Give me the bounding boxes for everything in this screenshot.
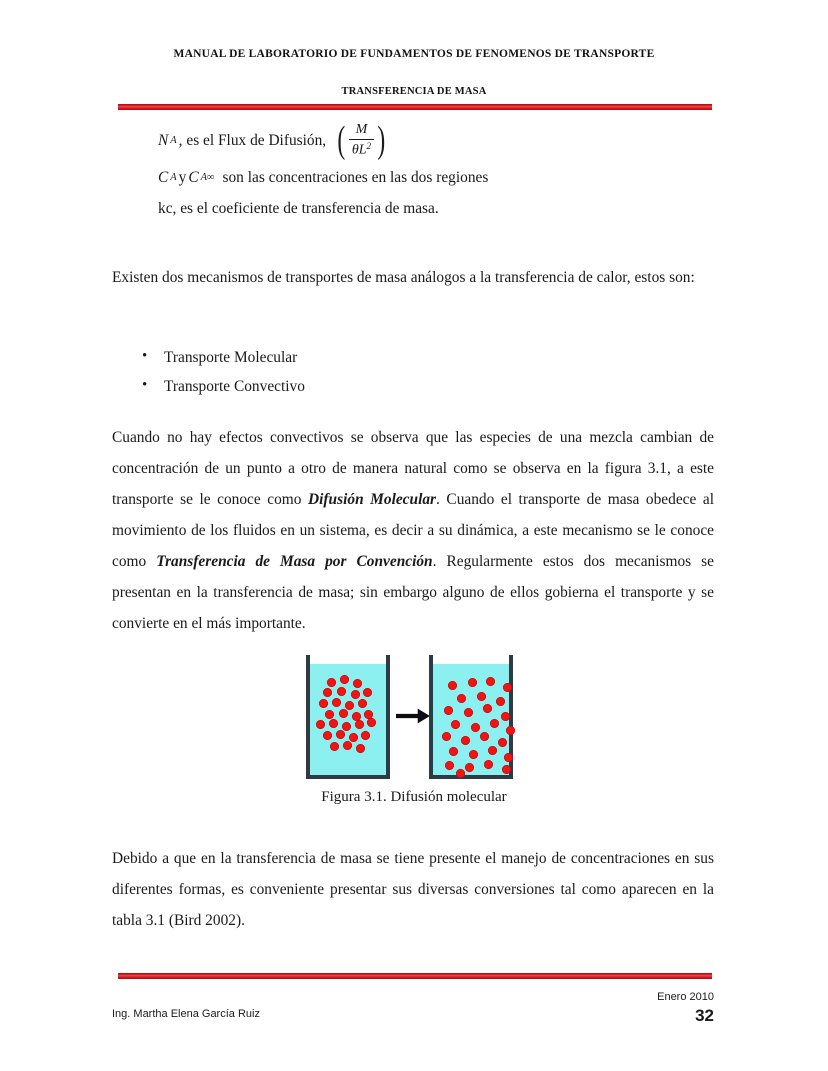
beaker-floor <box>306 775 390 779</box>
list-item: • Transporte Convectivo <box>112 372 714 401</box>
molecule-dot <box>351 690 360 699</box>
emphasis-difusion-molecular: Difusión Molecular <box>308 491 437 508</box>
molecule-dot <box>319 699 328 708</box>
molecule-dot <box>484 760 493 769</box>
molecule-dot <box>332 698 341 707</box>
closing-paragraph-block <box>112 843 714 936</box>
fraction <box>348 122 375 158</box>
beaker-after-diffusion <box>429 655 513 779</box>
molecule-dot <box>480 732 489 741</box>
definition-line-flux <box>158 118 718 162</box>
definition-line-concentrations <box>158 162 718 193</box>
molecule-dot <box>336 730 345 739</box>
molecule-dot <box>490 719 499 728</box>
molecule-dot <box>504 753 513 762</box>
figure-caption: Figura 3.1. Difusión molecular <box>321 789 507 805</box>
length-symbol: L <box>358 142 367 158</box>
molecule-dot <box>506 726 515 735</box>
molecule-dot <box>442 732 451 741</box>
intro-paragraph-block <box>112 262 714 293</box>
molecule-dot <box>457 694 466 703</box>
symbol-N: N <box>158 131 169 149</box>
theta-symbol: θ <box>351 142 359 158</box>
molecule-dot <box>503 683 512 692</box>
definition-concentrations-text: son las concentraciones en las dos regiones <box>222 169 489 186</box>
length-exponent: 2 <box>366 140 372 151</box>
molecule-dot <box>367 718 376 727</box>
molecule-dot <box>449 747 458 756</box>
molecule-dot <box>353 679 362 688</box>
beaker-left-wall <box>429 655 433 779</box>
molecule-dot <box>501 712 510 721</box>
molecule-dot <box>355 720 364 729</box>
molecule-dot <box>465 763 474 772</box>
molecule-dot <box>316 720 325 729</box>
molecule-dot <box>483 704 492 713</box>
molecule-dot <box>464 708 473 717</box>
beaker-floor <box>429 775 513 779</box>
molecule-dot <box>358 699 367 708</box>
molecule-dot <box>329 719 338 728</box>
molecule-dot <box>361 731 370 740</box>
molecule-dot <box>444 706 453 715</box>
right-paren: ) <box>377 119 386 161</box>
molecule-dot <box>486 677 495 686</box>
intro-paragraph: Existen dos mecanismos de transportes de masa análogos a la transferencia de calor, estos son: <box>112 269 695 286</box>
molecule-dot <box>330 742 339 751</box>
molecule-dot <box>340 675 349 684</box>
molecule-dot <box>456 769 465 778</box>
beaker-before-diffusion <box>306 655 390 779</box>
molecule-dot <box>469 750 478 759</box>
beaker-pair <box>299 655 529 783</box>
molecule-dot <box>451 720 460 729</box>
molecule-dot <box>325 710 334 719</box>
main-paragraph-part3: . Regularmente estos dos mecanismos se presentan en la transferencia de masa; sin embargo alguno de ellos gobierna el transporte y se convierte en el más importante. <box>112 553 714 632</box>
main-paragraph-block <box>112 422 714 639</box>
definition-kc-text: kc, es el coeficiente de transferencia de masa. <box>158 200 439 217</box>
molecule-dot <box>342 722 351 731</box>
footer-date: Enero 2010 <box>657 991 714 1003</box>
molecule-dot <box>323 731 332 740</box>
definition-flux-text: , es el Flux de Difusión, <box>178 131 327 149</box>
symbol-definitions <box>158 118 718 224</box>
list-item: • Transporte Molecular <box>112 343 714 372</box>
beaker-left-wall <box>306 655 310 779</box>
mechanisms-list <box>112 343 714 401</box>
molecule-dot <box>323 688 332 697</box>
symbol-CA: C <box>158 169 169 186</box>
molecule-dot <box>337 687 346 696</box>
conjunction-y: y <box>178 169 187 186</box>
symbol-CAinf-subscript: A∞ <box>200 172 215 183</box>
molecule-dot <box>471 723 480 732</box>
fraction-denominator <box>349 139 374 158</box>
molecule-dot <box>349 733 358 742</box>
molecule-dot <box>488 746 497 755</box>
beaker-right-wall <box>386 655 390 779</box>
definition-line-kc <box>158 193 718 224</box>
header-red-divider <box>118 104 712 110</box>
molecule-dot <box>343 741 352 750</box>
footer-author: Ing. Martha Elena García Ruiz <box>112 1008 260 1020</box>
main-paragraph-part2: . Cuando el transporte de masa obedece al movimiento de los fluidos en un sistema, es decir a su dinámica, a este mecanismo se le conoce como <box>112 491 714 570</box>
molecule-dot <box>345 701 354 710</box>
molecule-dot <box>445 761 454 770</box>
diffusion-arrow-icon <box>396 707 430 725</box>
figure-diffusion <box>0 655 828 835</box>
fraction-numerator: M <box>355 122 368 138</box>
flux-units-fraction <box>335 121 388 159</box>
symbol-CA-subscript: A <box>170 172 177 183</box>
left-paren: ( <box>337 119 346 161</box>
symbol-CAinf: C <box>188 169 199 186</box>
page-number: 32 <box>695 1006 714 1025</box>
molecule-dot <box>356 744 365 753</box>
molecule-dot <box>498 738 507 747</box>
main-paragraph <box>112 422 714 639</box>
molecule-dot <box>496 697 505 706</box>
molecule-dot <box>363 688 372 697</box>
symbol-N-subscript: A <box>170 134 177 146</box>
document-header-title: MANUAL DE LABORATORIO DE FUNDAMENTOS DE FENOMENOS DE TRANSPORTE <box>173 48 655 60</box>
main-paragraph-part1: Cuando no hay efectos convectivos se observa que las especies de una mezcla cambian de concentración de un punto a otro de manera natural como se observa en la figura 3.1, a este transporte se le conoce como <box>112 429 714 508</box>
molecule-dot <box>502 765 511 774</box>
molecule-dot <box>339 709 348 718</box>
footer-red-divider <box>118 973 712 979</box>
molecule-dot <box>448 681 457 690</box>
molecule-dot <box>468 678 477 687</box>
molecule-dot <box>477 692 486 701</box>
molecule-dot <box>461 736 470 745</box>
emphasis-transferencia-conveccion: Transferencia de Masa por Convención <box>156 553 433 570</box>
document-header-subtitle: TRANSFERENCIA DE MASA <box>341 86 487 97</box>
molecule-dot <box>327 678 336 687</box>
closing-paragraph: Debido a que en la transferencia de masa se tiene presente el manejo de concentraciones en sus diferentes formas, es conveniente presentar sus diversas conversiones tal como aparecen en la tabla 3.1 (Bird 2002). <box>112 850 714 929</box>
